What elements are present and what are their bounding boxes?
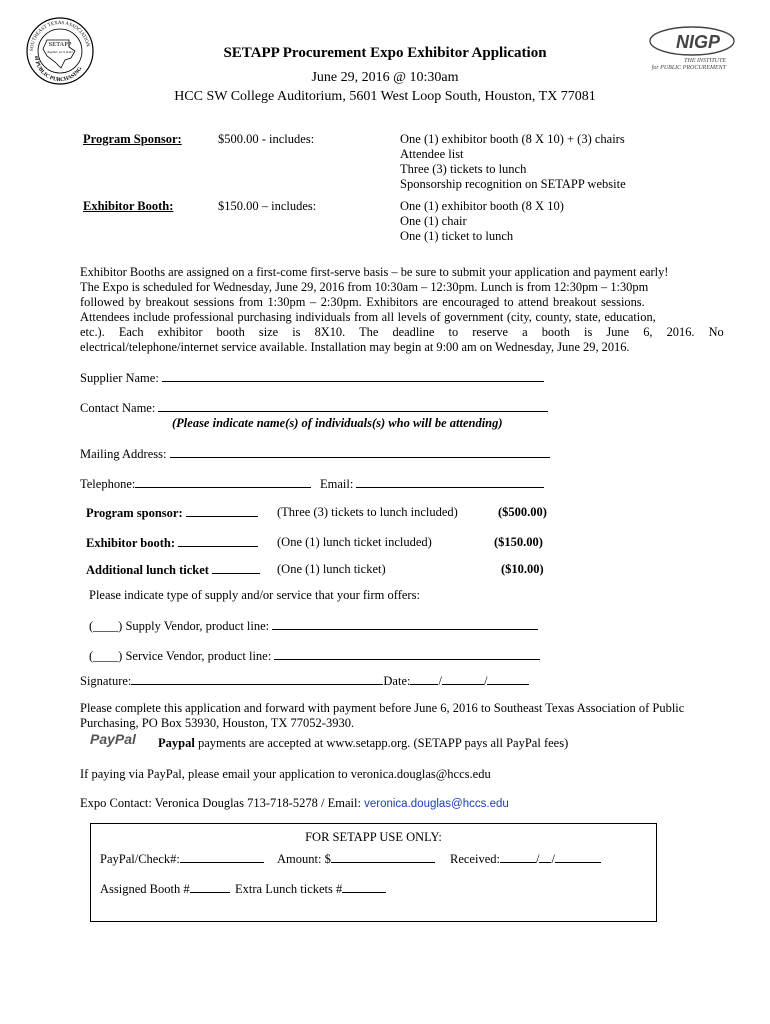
supply-vendor-line[interactable] — [272, 618, 538, 630]
package-price-exhibitor-booth: $150.00 – includes: — [218, 199, 317, 213]
package-label-exhibitor-booth: Exhibitor Booth: — [83, 199, 174, 213]
option-label: Exhibitor booth: — [86, 536, 176, 550]
paypal-bold: Paypal — [158, 736, 195, 750]
option-amount: ($500.00) — [498, 505, 547, 519]
extra-lunch-field[interactable] — [235, 881, 386, 897]
assigned-booth-field[interactable] — [100, 881, 230, 897]
package-item: One (1) ticket to lunch — [400, 229, 514, 243]
info-line: followed by breakout sessions from 1:30pm – 2:30pm. Exhibitors are encouraged to attend breakout sessions. — [80, 295, 645, 309]
received-field[interactable] — [450, 851, 601, 867]
email-field[interactable] — [320, 476, 544, 492]
info-line: Attendees include professional purchasing individuals from all levels of government (city, county, state, education, — [80, 310, 656, 324]
supply-vendor-label: (____) Supply Vendor, product line: — [89, 619, 270, 633]
supplier-name-label: Supplier Name: — [80, 371, 159, 385]
supplier-name-field[interactable] — [80, 370, 544, 386]
package-item: One (1) exhibitor booth (8 X 10) — [400, 199, 564, 213]
option-desc: (Three (3) tickets to lunch included) — [277, 505, 458, 519]
supply-prompt: Please indicate type of supply and/or service that your firm offers: — [89, 588, 420, 602]
paypal-note — [158, 736, 568, 751]
option-exhibitor-booth[interactable] — [86, 535, 258, 551]
mailing-address-label: Mailing Address: — [80, 447, 167, 461]
nigp-line1: THE INSTITUTE — [684, 58, 726, 64]
option-desc: (One (1) lunch ticket included) — [277, 535, 432, 549]
assigned-booth-label: Assigned Booth # — [100, 882, 190, 896]
telephone-field[interactable] — [80, 476, 311, 492]
supply-vendor-field[interactable] — [89, 618, 538, 634]
package-item: One (1) chair — [400, 214, 467, 228]
option-program-sponsor[interactable] — [86, 505, 258, 521]
option-label: Program sponsor: — [86, 506, 183, 520]
seal-text-bottom: of PUBLIC PURCHASING — [32, 55, 84, 84]
email-label: Email: — [320, 477, 354, 491]
signature-field[interactable] — [80, 673, 529, 689]
package-item: One (1) exhibitor booth (8 X 10) + (3) chairs — [400, 132, 625, 146]
received-month-line[interactable] — [500, 851, 536, 863]
paypal-email-note: If paying via PayPal, please email your application to veronica.douglas@hccs.edu — [80, 767, 491, 781]
option-desc: (One (1) lunch ticket) — [277, 562, 386, 576]
package-item: Three (3) tickets to lunch — [400, 162, 527, 176]
telephone-line[interactable] — [135, 476, 311, 488]
received-label: Received: — [450, 852, 500, 866]
nigp-line2: for PUBLIC PROCUREMENT — [651, 65, 726, 71]
date-sep: / — [551, 852, 555, 866]
date-year-line[interactable] — [487, 673, 529, 685]
assigned-booth-line[interactable] — [190, 881, 230, 893]
package-item: Attendee list — [400, 147, 464, 161]
package-item: Sponsorship recognition on SETAPP website — [400, 177, 626, 191]
amount-label: Amount: $ — [277, 852, 331, 866]
option-blank[interactable] — [178, 535, 258, 547]
mailing-address-field[interactable] — [80, 446, 550, 462]
contact-note: (Please indicate name(s) of individuals(s) who will be attending) — [172, 416, 503, 430]
option-additional-lunch[interactable] — [86, 562, 260, 578]
date-sep: / — [483, 674, 488, 688]
expo-contact — [80, 796, 509, 811]
package-label-program-sponsor: Program Sponsor: — [83, 132, 182, 146]
paypal-check-line[interactable] — [180, 851, 264, 863]
telephone-label: Telephone: — [80, 477, 136, 491]
option-label: Additional lunch ticket — [86, 563, 209, 577]
event-date: June 29, 2016 @ 10:30am — [311, 70, 459, 85]
expo-contact-email-link[interactable]: veronica.douglas@hccs.edu — [364, 798, 509, 810]
date-month-line[interactable] — [410, 673, 438, 685]
service-vendor-line[interactable] — [274, 648, 540, 660]
date-day-line[interactable] — [442, 673, 484, 685]
info-line: Exhibitor Booths are assigned on a first-come first-serve basis – be sure to submit your application and payment early! — [80, 265, 669, 279]
office-use-box — [90, 823, 657, 922]
expo-contact-text: Expo Contact: Veronica Douglas 713-718-5278 / Email: — [80, 796, 365, 810]
seal-tagline: Together, we're better — [47, 50, 73, 54]
paypal-check-field[interactable] — [100, 851, 264, 867]
page-title: SETAPP Procurement Expo Exhibitor Application — [223, 45, 547, 61]
received-year-line[interactable] — [555, 851, 601, 863]
mailing-address-line[interactable] — [170, 446, 550, 458]
submit-line: Please complete this application and forward with payment before June 6, 2016 to Southeast Texas Association of Public — [80, 701, 685, 715]
amount-field[interactable] — [277, 851, 435, 867]
date-label: Date: — [383, 674, 411, 688]
extra-lunch-line[interactable] — [342, 881, 386, 893]
seal-text-top: SOUTHEAST TEXAS ASSOCIATION — [29, 20, 90, 52]
paypal-check-label: PayPal/Check#: — [100, 852, 180, 866]
event-location: HCC SW College Auditorium, 5601 West Loop South, Houston, TX 77081 — [174, 89, 596, 104]
email-line[interactable] — [356, 476, 544, 488]
date-sep: / — [438, 674, 442, 688]
signature-label: Signature: — [80, 674, 132, 688]
nigp-mark: NIGP — [675, 32, 721, 52]
seal-center: SETAPP — [48, 41, 72, 48]
option-amount: ($10.00) — [501, 562, 544, 576]
service-vendor-label: (____) Service Vendor, product line: — [89, 649, 272, 663]
option-blank[interactable] — [186, 505, 258, 517]
signature-line[interactable] — [131, 673, 383, 685]
info-line: The Expo is scheduled for Wednesday, June 29, 2016 from 10:30am – 12:30pm. Lunch is from 12:30pm – 1:30pm — [80, 280, 649, 294]
contact-name-label: Contact Name: — [80, 401, 156, 415]
extra-lunch-label: Extra Lunch tickets # — [235, 882, 343, 896]
submit-line: Purchasing, PO Box 53930, Houston, TX 77052-3930. — [80, 716, 355, 730]
contact-name-field[interactable] — [80, 400, 548, 416]
service-vendor-field[interactable] — [89, 648, 540, 664]
option-amount: ($150.00) — [494, 535, 543, 549]
amount-line[interactable] — [331, 851, 435, 863]
received-day-line[interactable] — [539, 851, 551, 863]
paypal-logo: PayPal — [90, 731, 136, 747]
info-line: etc.). Each exhibitor booth size is 8X10. The deadline to reserve a booth is June 6, 2016. No — [80, 325, 724, 339]
option-blank[interactable] — [212, 562, 260, 574]
contact-name-line[interactable] — [158, 400, 548, 412]
date-sep: / — [535, 852, 540, 866]
package-price-program-sponsor: $500.00 - includes: — [218, 132, 315, 146]
supplier-name-line[interactable] — [162, 370, 544, 382]
paypal-rest: payments are accepted at www.setapp.org. (SETAPP pays all PayPal fees) — [194, 736, 569, 750]
office-use-title: FOR SETAPP USE ONLY: — [305, 830, 442, 844]
info-line: electrical/telephone/internet service available. Installation may begin at 9:00 am on Wednesday, June 29, 2016. — [80, 340, 630, 354]
